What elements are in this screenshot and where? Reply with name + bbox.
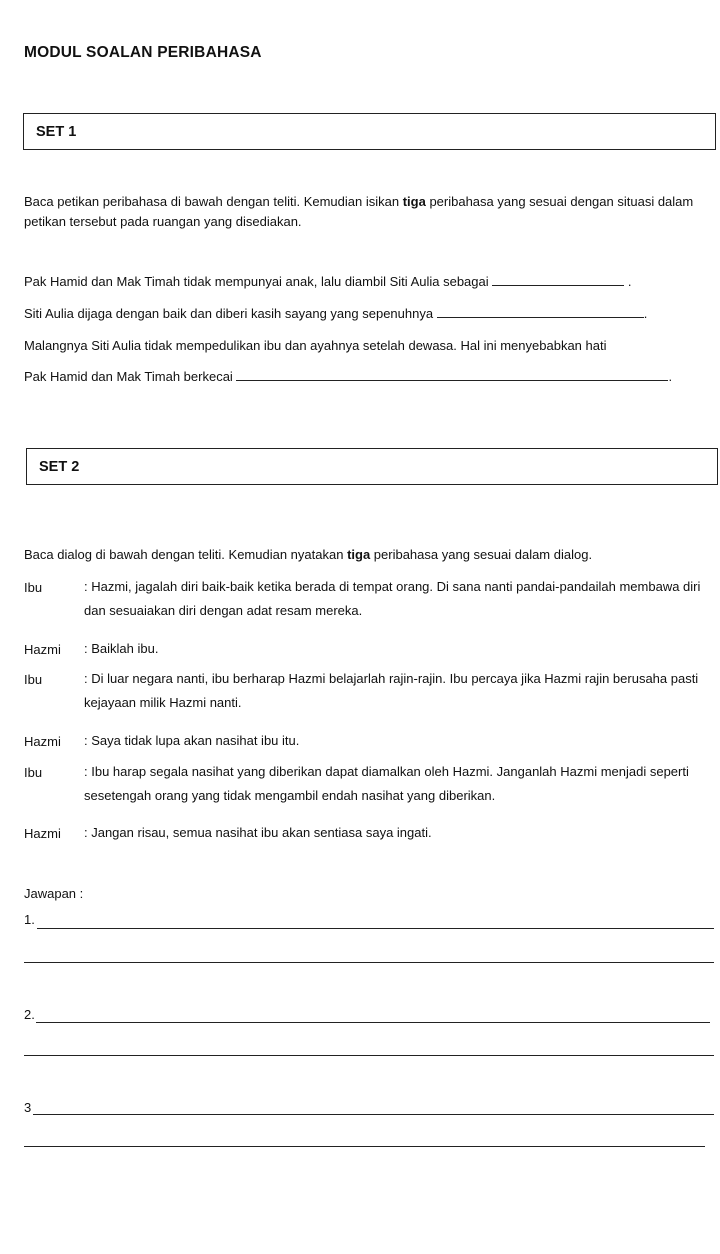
set2-heading-box — [26, 448, 718, 485]
answer-number-1: 1. — [24, 912, 35, 927]
set1-instruction-bold: tiga — [402, 194, 426, 209]
dialog-line: : Jangan risau, semua nasihat ibu akan sentiasa saya ingati. — [84, 825, 432, 840]
dialog-speaker: Hazmi — [24, 826, 61, 841]
dialog-line: : Ibu harap segala nasihat yang diberikan dapat diamalkan oleh Hazmi. Janganlah Hazmi menjadi seperti sesetengah orang yang tidak mengambil endah nasihat yang diberikan. — [84, 764, 689, 803]
answer-line-1a[interactable] — [37, 928, 714, 929]
set1-line-2: Siti Aulia dijaga dengan baik dan diberi kasih sayang yang sepenuhnya . — [24, 306, 648, 321]
answer-number-2: 2. — [24, 1007, 35, 1022]
answer-line-3b[interactable] — [24, 1146, 705, 1147]
answer-label: Jawapan : — [24, 886, 84, 901]
answer-line-2b[interactable] — [24, 1055, 714, 1056]
set1-line-3: Malangnya Siti Aulia tidak mempedulikan ibu dan ayahnya setelah dewasa. Hal ini menyebabkan hati — [24, 338, 607, 353]
set1-instruction: Baca petikan peribahasa di bawah dengan teliti. Kemudian isikan tiga peribahasa yang sesuai dengan situasi dalam petikan tersebut pada ruangan yang disediakan. — [24, 194, 694, 229]
answer-line-1b[interactable] — [24, 962, 714, 963]
module-title: MODUL SOALAN PERIBAHASA — [24, 44, 262, 61]
dialog-line: : Hazmi, jagalah diri baik-baik ketika berada di tempat orang. Di sana nanti pandai-pandailah membawa diri dan sesuaiakan diri dengan adat resam mereka. — [84, 579, 701, 618]
set1-line-4: Pak Hamid dan Mak Timah berkecai . — [24, 369, 673, 384]
blank-1[interactable] — [492, 274, 624, 286]
blank-3[interactable] — [236, 369, 668, 381]
dialog-line: : Saya tidak lupa akan nasihat ibu itu. — [84, 733, 300, 748]
dialog-speaker: Hazmi — [24, 734, 61, 749]
set2-instruction-bold: tiga — [347, 547, 371, 562]
set1-heading-box — [23, 113, 716, 150]
set1-line-1: Pak Hamid dan Mak Timah tidak mempunyai anak, lalu diambil Siti Aulia sebagai . — [24, 274, 632, 289]
dialog-speaker: Ibu — [24, 765, 43, 780]
dialog-line: : Di luar negara nanti, ibu berharap Hazmi belajarlah rajin-rajin. Ibu percaya jika Hazmi rajin berusaha pasti kejayaan milik Hazmi nanti. — [84, 671, 699, 710]
answer-number-3: 3 — [24, 1100, 32, 1115]
answer-line-3a[interactable] — [33, 1114, 714, 1115]
dialog-speaker: Ibu — [24, 580, 43, 595]
dialog-line: : Baiklah ibu. — [84, 641, 159, 656]
dialog-speaker: Ibu — [24, 672, 43, 687]
blank-2[interactable] — [437, 306, 644, 318]
set2-heading: SET 2 — [39, 459, 80, 475]
answer-line-2a[interactable] — [36, 1022, 710, 1023]
set2-instruction: Baca dialog di bawah dengan teliti. Kemudian nyatakan tiga peribahasa yang sesuai dalam dialog. — [24, 547, 593, 562]
set1-heading: SET 1 — [36, 124, 77, 140]
dialog-speaker: Hazmi — [24, 642, 61, 657]
